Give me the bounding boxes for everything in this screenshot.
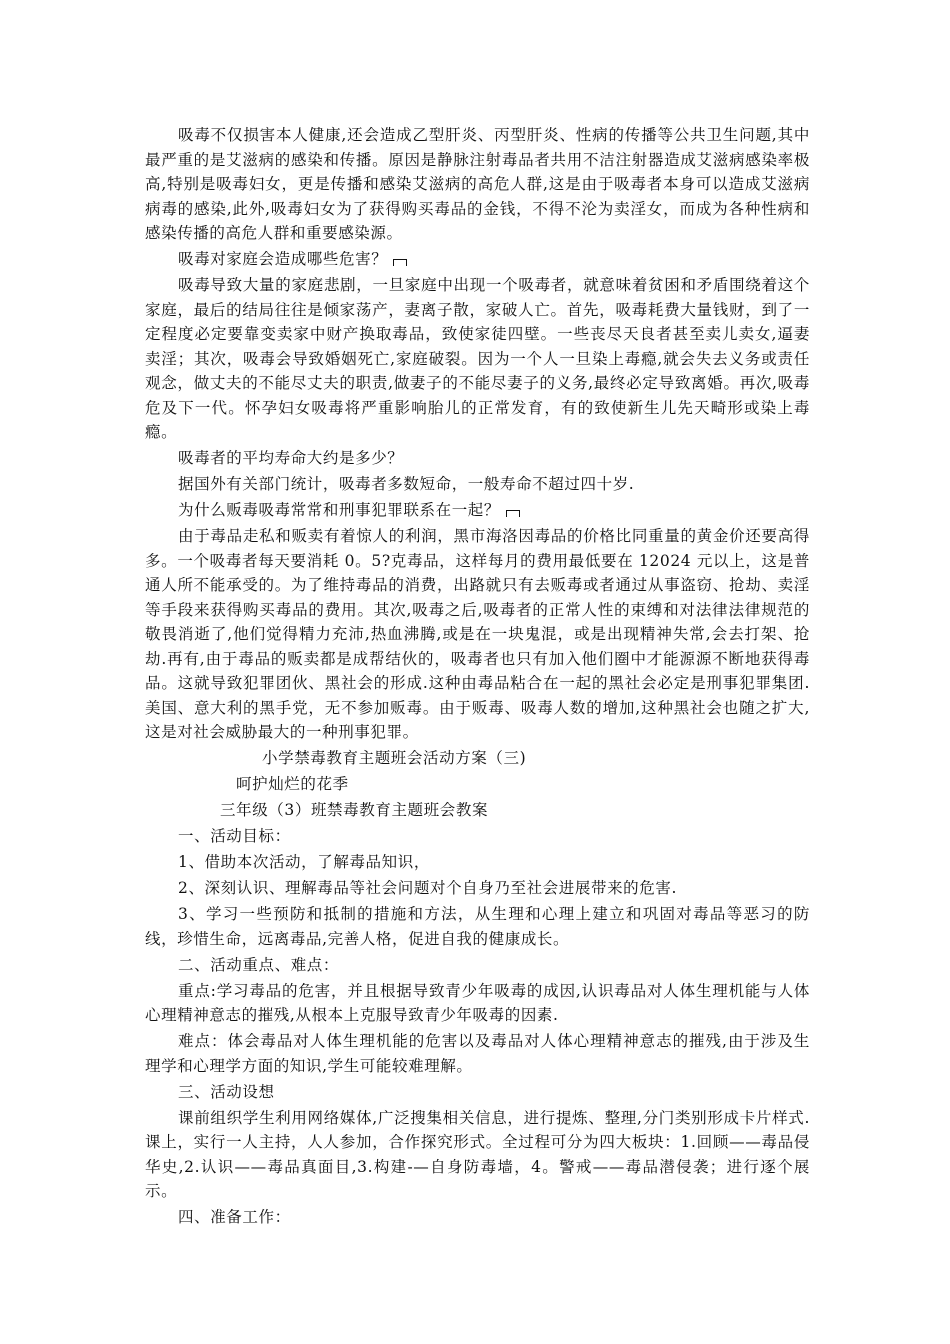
lesson-title: 三年级（3）班禁毒教育主题班会教案 bbox=[220, 801, 489, 819]
paragraph: 据国外有关部门统计，吸毒者多数短命，一般寿命不超过四十岁. bbox=[178, 475, 635, 493]
question-text: 吸毒对家庭会造成哪些危害？ bbox=[178, 250, 388, 268]
list-item: 3、学习一些预防和抵制的措施和方法，从生理和心理上建立和巩固对毒品等恶习的防线，珍惜生命，远离毒品,完善人格，促进自我的健康成长。 bbox=[145, 905, 810, 948]
question-heading bbox=[145, 247, 810, 272]
heading: 二、活动重点、难点： bbox=[178, 955, 340, 974]
paragraph: 由于毒品走私和贩卖有着惊人的利润，黑市海洛因毒品的价格比同重量的黄金价还要高得多。一个吸毒者每天要消耗 0。5?克毒品，这样每月的费用最低要在 12024 元以上，这是普通人所不能承受的。为了维持毒品的消费，出路就只有去贩毒或者通过从事盗窃、抢劫、卖淫等手段来获得购买毒品的费用。其次,吸毒之后,吸毒者的正常人性的束缚和对法律法律规范的敬畏消逝了,他们觉得精力充沛,热血沸腾,或是在一块鬼混，或是出现精神失常,会去打架、抢劫.再有,由于毒品的贩卖都是成帮结伙的，吸毒者也只有加入他们圈中才能源源不断地获得毒品。这就导致犯罪团伙、黑社会的形成.这种由毒品粘合在一起的黑社会必定是刑事犯罪集团.美国、意大利的黑手党，无不参加贩毒。由于贩毒、吸毒人数的增加,这种黑社会也随之扩大,这是对社会威胁最大的一种刑事犯罪。 bbox=[145, 527, 810, 741]
question-heading bbox=[145, 498, 810, 523]
question-heading: 吸毒者的平均寿命大约是多少？ bbox=[178, 449, 404, 467]
list-item: 2、深刻认识、理解毒品等社会问题对个自身乃至社会进展带来的危害. bbox=[178, 879, 677, 897]
edit-mark-icon bbox=[506, 510, 520, 517]
paragraph: 重点:学习毒品的危害，并且根据导致青少年吸毒的成因,认识毒品对人体生理机能与人体心理精神意志的摧残,从根本上克服导致青少年吸毒的因素. bbox=[145, 981, 810, 1024]
paragraph: 难点：体会毒品对人体生理机能的危害以及毒品对人体心理精神意志的摧残,由于涉及生理学和心理学方面的知识,学生可能较难理解。 bbox=[145, 1032, 810, 1075]
edit-mark-icon bbox=[393, 259, 407, 266]
document-body bbox=[145, 123, 810, 1231]
heading: 一、活动目标： bbox=[178, 827, 291, 845]
paragraph: 吸毒不仅损害本人健康,还会造成乙型肝炎、丙型肝炎、性病的传播等公共卫生问题,其中最严重的是艾滋病的感染和传播。原因是静脉注射毒品者共用不洁注射器造成艾滋病感染率极高,特别是吸毒妇女，更是传播和感染艾滋病的高危人群,这是由于吸毒者本身可以造成艾滋病病毒的感染,此外,吸毒妇女为了获得购买毒品的金钱，不得不沦为卖淫女，而成为各种性病和感染传播的高危人群和重要感染源。 bbox=[145, 126, 810, 242]
paragraph: 吸毒导致大量的家庭悲剧，一旦家庭中出现一个吸毒者，就意味着贫困和矛盾围绕着这个家庭，最后的结局往往是倾家荡产，妻离子散，家破人亡。首先，吸毒耗费大量钱财，到了一定程度必定要靠变卖家中财产换取毒品，致使家徒四壁。一些丧尽天良者甚至卖儿卖女,逼妻卖淫；其次，吸毒会导致婚姻死亡,家庭破裂。因为一个人一旦染上毒瘾,就会失去义务或责任观念，做丈夫的不能尽丈夫的职责,做妻子的不能尽妻子的义务,最终必定导致离婚。再次,吸毒危及下一代。怀孕妇女吸毒将严重影响胎儿的正常发育，有的致使新生儿先天畸形或染上毒瘾。 bbox=[145, 276, 810, 441]
question-text: 为什么贩毒吸毒常常和刑事犯罪联系在一起？ bbox=[178, 501, 501, 519]
section-title: 小学禁毒教育主题班会活动方案（三) bbox=[262, 749, 527, 767]
heading: 四、准备工作： bbox=[178, 1208, 291, 1226]
paragraph: 课前组织学生利用网络媒体,广泛搜集相关信息，进行提炼、整理,分门类别形成卡片样式.课上，实行一人主持，人人参加，合作探究形式。全过程可分为四大板块：1.回顾——毒品侵华史,2.认识——毒品真面目,3.构建-—自身防毒墙，4。警戒——毒品潜侵袭；进行逐个展示。 bbox=[145, 1108, 810, 1200]
heading: 三、活动设想 bbox=[178, 1082, 275, 1101]
list-item: 1、借助本次活动，了解毒品知识， bbox=[178, 853, 430, 871]
section-subtitle: 呵护灿烂的花季 bbox=[236, 775, 349, 793]
